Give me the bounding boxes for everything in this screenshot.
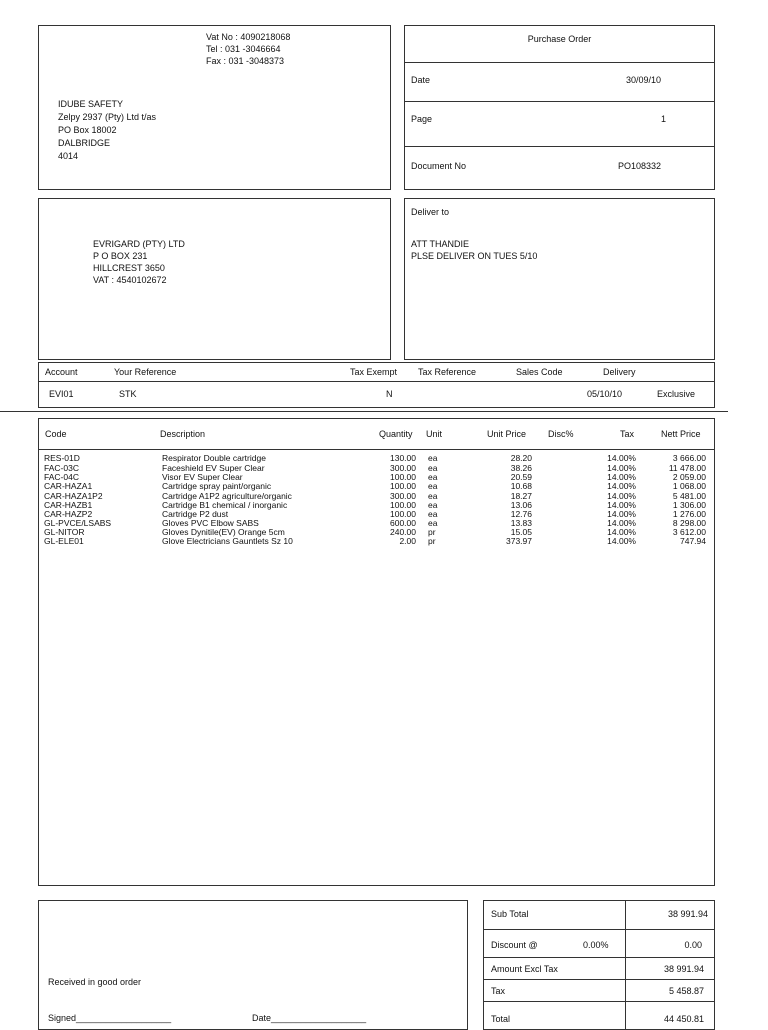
item-nett-price: 1 068.00 bbox=[672, 481, 706, 491]
item-unit-price: 13.83 bbox=[510, 518, 532, 528]
item-unit-price: 373.97 bbox=[506, 536, 532, 546]
item-nett-price: 3 612.00 bbox=[672, 527, 706, 537]
item-nett-price: 1 276.00 bbox=[672, 509, 706, 519]
deliver-to-box bbox=[404, 198, 715, 360]
item-unit-price: 38.26 bbox=[510, 463, 532, 473]
item-code: CAR-HAZA1 bbox=[44, 481, 93, 491]
item-tax: 14.00% bbox=[607, 453, 636, 463]
deliver-line-2: PLSE DELIVER ON TUES 5/10 bbox=[411, 251, 538, 261]
item-code: RES-01D bbox=[44, 453, 80, 463]
item-description: Cartridge B1 chemical / inorganic bbox=[162, 500, 288, 510]
item-description: Cartridge spray paint/organic bbox=[162, 481, 272, 491]
item-unit-price: 20.59 bbox=[510, 472, 532, 482]
item-unit: ea bbox=[428, 463, 438, 473]
item-unit: ea bbox=[428, 481, 438, 491]
item-nett-price: 747.94 bbox=[680, 536, 706, 546]
item-unit-price: 10.68 bbox=[510, 481, 532, 491]
item-tax: 14.00% bbox=[607, 472, 636, 482]
deliver-to-label: Deliver to bbox=[411, 207, 450, 217]
item-unit: ea bbox=[428, 491, 438, 501]
item-code: CAR-HAZA1P2 bbox=[44, 491, 103, 501]
item-description: Glove Electricians Gauntlets Sz 10 bbox=[162, 536, 293, 546]
item-quantity: 130.00 bbox=[390, 453, 416, 463]
company-address-2: PO Box 18002 bbox=[58, 125, 117, 135]
page-label: Page bbox=[411, 114, 433, 124]
item-description: Gloves Dynitile(EV) Orange 5cm bbox=[162, 527, 285, 537]
item-tax: 14.00% bbox=[607, 481, 636, 491]
tax-header: Tax bbox=[620, 429, 635, 439]
item-tax: 14.00% bbox=[607, 509, 636, 519]
item-tax: 14.00% bbox=[607, 527, 636, 537]
item-tax: 14.00% bbox=[607, 536, 636, 546]
item-tax: 14.00% bbox=[607, 518, 636, 528]
item-unit: ea bbox=[428, 453, 438, 463]
delivery-header: Delivery bbox=[603, 367, 636, 377]
item-tax: 14.00% bbox=[607, 491, 636, 501]
item-description: Faceshield EV Super Clear bbox=[162, 463, 265, 473]
code-header: Code bbox=[45, 429, 67, 439]
amount-excl-tax-label: Amount Excl Tax bbox=[491, 964, 558, 974]
item-quantity: 100.00 bbox=[390, 472, 416, 482]
supplier-box bbox=[38, 198, 391, 360]
item-quantity: 100.00 bbox=[390, 509, 416, 519]
pricing-type-value: Exclusive bbox=[657, 389, 696, 399]
item-unit: ea bbox=[428, 500, 438, 510]
item-quantity: 100.00 bbox=[390, 481, 416, 491]
item-quantity: 300.00 bbox=[390, 463, 416, 473]
item-code: GL-PVCE/LSABS bbox=[44, 518, 112, 528]
your-reference-header: Your Reference bbox=[114, 367, 177, 377]
tax-exempt-value: N bbox=[386, 389, 393, 399]
sub-total-label: Sub Total bbox=[491, 909, 529, 919]
company-name: IDUBE SAFETY bbox=[58, 99, 124, 109]
supplier-line-1: EVRIGARD (PTY) LTD bbox=[93, 239, 185, 249]
item-quantity: 240.00 bbox=[390, 527, 416, 537]
item-unit-price: 18.27 bbox=[510, 491, 532, 501]
item-tax: 14.00% bbox=[607, 463, 636, 473]
item-description: Cartridge A1P2 agriculture/organic bbox=[162, 491, 292, 501]
company-address-1: Zelpy 2937 (Pty) Ltd t/as bbox=[58, 112, 157, 122]
item-unit: pr bbox=[428, 527, 436, 537]
tax-exempt-header: Tax Exempt bbox=[350, 367, 398, 377]
tax-reference-header: Tax Reference bbox=[418, 367, 477, 377]
your-reference-value: STK bbox=[119, 389, 137, 399]
item-code: CAR-HAZB1 bbox=[44, 500, 93, 510]
document-number-label: Document No bbox=[411, 161, 467, 171]
item-unit: ea bbox=[428, 518, 438, 528]
total-value: 44 450.81 bbox=[663, 1014, 704, 1024]
purchase-order-box bbox=[404, 25, 715, 190]
signature-box bbox=[38, 900, 468, 1030]
item-nett-price: 11 478.00 bbox=[668, 463, 706, 473]
item-unit-price: 28.20 bbox=[510, 453, 532, 463]
item-code: CAR-HAZP2 bbox=[44, 509, 93, 519]
supplier-line-2: P O BOX 231 bbox=[93, 251, 148, 261]
supplier-line-3: HILLCREST 3650 bbox=[93, 263, 165, 273]
item-code: FAC-04C bbox=[44, 472, 79, 482]
deliver-line-1: ATT THANDIE bbox=[411, 239, 470, 249]
item-quantity: 600.00 bbox=[390, 518, 416, 528]
item-description: Respirator Double cartridge bbox=[162, 453, 266, 463]
company-address-4: 4014 bbox=[58, 151, 79, 161]
telephone: Tel : 031 -3046664 bbox=[206, 44, 281, 54]
item-unit: ea bbox=[428, 509, 438, 519]
item-quantity: 100.00 bbox=[390, 500, 416, 510]
tax-value: 5 458.87 bbox=[668, 986, 704, 996]
item-unit-price: 12.76 bbox=[510, 509, 532, 519]
page-divider bbox=[0, 411, 728, 412]
discount-label: Discount @ bbox=[491, 940, 538, 950]
amount-excl-tax-value: 38 991.94 bbox=[663, 964, 704, 974]
item-unit: ea bbox=[428, 472, 438, 482]
item-description: Cartridge P2 dust bbox=[162, 509, 229, 519]
received-text: Received in good order bbox=[48, 977, 142, 987]
item-row bbox=[44, 454, 710, 463]
item-tax: 14.00% bbox=[607, 500, 636, 510]
supplier-line-4: VAT : 4540102672 bbox=[93, 275, 167, 285]
item-unit: pr bbox=[428, 536, 436, 546]
date-value: 30/09/10 bbox=[626, 75, 662, 85]
item-nett-price: 5 481.00 bbox=[672, 491, 706, 501]
totals-box bbox=[483, 900, 715, 1030]
page-value: 1 bbox=[661, 114, 667, 124]
item-nett-price: 3 666.00 bbox=[672, 453, 706, 463]
discount-percent: 0.00% bbox=[583, 940, 609, 950]
item-code: FAC-03C bbox=[44, 463, 79, 473]
item-nett-price: 1 306.00 bbox=[672, 500, 706, 510]
account-value: EVI01 bbox=[49, 389, 74, 399]
account-header: Account bbox=[45, 367, 78, 377]
disc-header: Disc% bbox=[548, 429, 574, 439]
delivery-date-value: 05/10/10 bbox=[587, 389, 623, 399]
document-title: Purchase Order bbox=[527, 34, 592, 44]
item-quantity: 300.00 bbox=[390, 491, 416, 501]
document-number-value: PO108332 bbox=[618, 161, 662, 171]
unit-price-header: Unit Price bbox=[487, 429, 527, 439]
vat-number: Vat No : 4090218068 bbox=[206, 32, 291, 42]
item-code: GL-NITOR bbox=[44, 527, 85, 537]
company-box bbox=[38, 25, 391, 190]
sub-total-value: 38 991.94 bbox=[667, 909, 708, 919]
item-row bbox=[44, 537, 710, 546]
item-nett-price: 8 298.00 bbox=[672, 518, 706, 528]
signed-line: Signed___________________ bbox=[48, 1013, 172, 1023]
discount-value: 0.00 bbox=[684, 940, 702, 950]
account-strip bbox=[38, 362, 715, 408]
quantity-header: Quantity bbox=[379, 429, 413, 439]
description-header: Description bbox=[160, 429, 206, 439]
item-code: GL-ELE01 bbox=[44, 536, 84, 546]
nett-price-header: Nett Price bbox=[661, 429, 701, 439]
item-unit-price: 15.05 bbox=[510, 527, 532, 537]
item-description: Gloves PVC Elbow SABS bbox=[162, 518, 259, 528]
date-line: Date___________________ bbox=[252, 1013, 367, 1023]
item-description: Visor EV Super Clear bbox=[162, 472, 243, 482]
company-address-3: DALBRIDGE bbox=[58, 138, 111, 148]
tax-label: Tax bbox=[491, 986, 506, 996]
unit-header: Unit bbox=[426, 429, 443, 439]
item-unit-price: 13.06 bbox=[510, 500, 532, 510]
date-label: Date bbox=[411, 75, 431, 85]
item-nett-price: 2 059.00 bbox=[672, 472, 706, 482]
item-row bbox=[44, 482, 710, 491]
item-quantity: 2.00 bbox=[399, 536, 416, 546]
total-label: Total bbox=[491, 1014, 511, 1024]
sales-code-header: Sales Code bbox=[516, 367, 563, 377]
fax: Fax : 031 -3048373 bbox=[206, 56, 285, 66]
